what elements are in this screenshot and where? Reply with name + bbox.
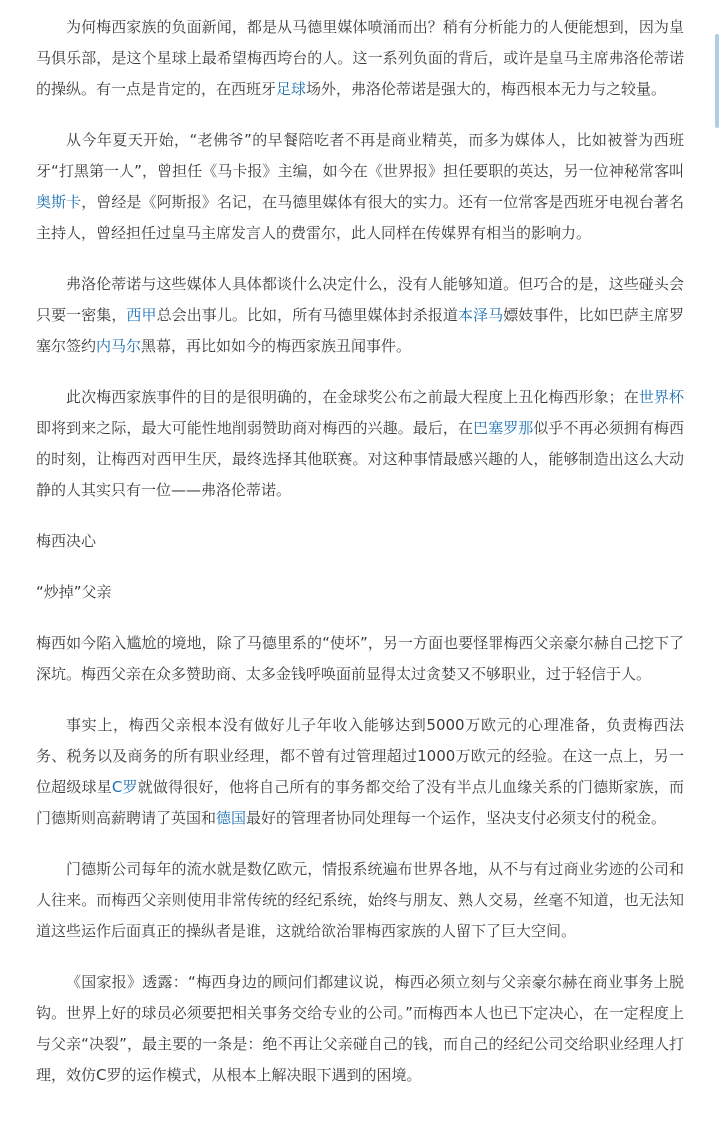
- inline-link[interactable]: 巴塞罗那: [473, 419, 534, 437]
- article-paragraph: [36, 854, 684, 947]
- inline-link[interactable]: 内马尔: [96, 337, 142, 355]
- paragraph-text: ，曾经是《阿斯报》名记，在马德里媒体有很大的实力。还有一位常客是西班牙电视台著名主持人，曾经担任过皇马主席发言人的费雷尔，此人同样在传媒界有相当的影响力。: [36, 193, 684, 242]
- section-subheading: [36, 577, 684, 608]
- paragraph-text: 为何梅西家族的负面新闻，都是从马德里媒体喷涌而出？稍有分析能力的人便能想到，因为皇马俱乐部，是这个星球上最希望梅西垮台的人。这一系列负面的背后，或许是皇马主席弗洛伦蒂诺的操纵。有一点是肯定的，在西班牙: [36, 18, 684, 98]
- paragraph-text: 梅西如今陷入尴尬的境地，除了马德里系的“使坏”，另一方面也要怪罪梅西父亲豪尔赫自己挖下了深坑。梅西父亲在众多赞助商、太多金钱呼唤面前显得太过贪婪又不够职业，过于轻信于人。: [36, 634, 684, 683]
- inline-link[interactable]: 足球: [276, 80, 307, 98]
- article-body: [36, 12, 684, 1091]
- paragraph-text: 嫖妓事件，比如巴萨主席罗塞尔签约: [36, 306, 684, 355]
- left-edge-margin: [0, 0, 3, 1129]
- inline-link[interactable]: 本泽马: [457, 306, 504, 324]
- paragraph-text: “炒掉”父亲: [36, 583, 112, 601]
- paragraph-text: 《国家报》透露：“梅西身边的顾问们都建议说，梅西必须立刻与父亲豪尔赫在商业事务上脱钩。世界上好的球员必须要把相关事务交给专业的公司。”而梅西本人也已下定决心，在一定程度上与父亲“决裂”，最主要的一条是：绝不再让父亲碰自己的钱，而自己的经纪公司交给职业经理人打理，效仿C罗的运作模式，从根本上解决眼下遇到的困境。: [36, 973, 684, 1084]
- paragraph-text: 事实上，梅西父亲根本没有做好儿子年收入能够达到5000万欧元的心理准备，负责梅西法务、税务以及商务的所有职业经理，都不曾有过管理超过1000万欧元的经验。在这一点上，另一位超级球星: [36, 716, 684, 796]
- paragraph-text: 似乎不再必须拥有梅西的时刻，让梅西对西甲生厌，最终选择其他联赛。对这种事情最感兴趣的人，能够制造出这么大动静的人其实只有一位——弗洛伦蒂诺。: [36, 419, 684, 499]
- inline-link[interactable]: C罗: [111, 778, 138, 796]
- paragraph-text: 总会出事儿。比如，所有马德里媒体封杀报道: [156, 306, 458, 324]
- scrollbar-track[interactable]: [714, 0, 720, 1129]
- paragraph-text: 从今年夏天开始，“老佛爷”的早餐陪吃者不再是商业精英，而多为媒体人，比如被誉为西班牙“打黑第一人”，曾担任《马卡报》主编，如今在《世界报》担任要职的英达，另一位神秘常客叫: [36, 131, 684, 180]
- section-heading: [36, 526, 684, 557]
- paragraph-text: 梅西决心: [36, 532, 97, 550]
- paragraph-text: 弗洛伦蒂诺与这些媒体人具体都谈什么决定什么，没有人能够知道。但巧合的是，这些碰头会只要一密集，: [36, 275, 684, 324]
- article-paragraph: [36, 710, 684, 834]
- article-paragraph: [36, 269, 684, 362]
- paragraph-text: 场外，弗洛伦蒂诺是强大的，梅西根本无力与之较量。: [306, 80, 667, 98]
- scrollbar-thumb[interactable]: [715, 34, 719, 128]
- inline-link[interactable]: 西甲: [126, 306, 157, 324]
- inline-link[interactable]: 德国: [216, 809, 247, 827]
- inline-link[interactable]: 奥斯卡: [36, 193, 82, 211]
- article-paragraph: [36, 382, 684, 506]
- paragraph-text: 此次梅西家族事件的目的是很明确的，在金球奖公布之前最大程度上丑化梅西形象；在: [66, 388, 639, 406]
- article-paragraph: [36, 628, 684, 690]
- article-paragraph: [36, 967, 684, 1091]
- inline-link[interactable]: 世界杯: [638, 388, 684, 406]
- paragraph-text: 黑幕，再比如如今的梅西家族丑闻事件。: [141, 337, 412, 355]
- article-paragraph: [36, 12, 684, 105]
- paragraph-text: 最好的管理者协同处理每一个运作，坚决支付必须支付的税金。: [246, 809, 667, 827]
- paragraph-text: 门德斯公司每年的流水就是数亿欧元，情报系统遍布世界各地，从不与有过商业劣迹的公司和人往来。而梅西父亲则使用非常传统的经纪系统，始终与朋友、熟人交易，丝毫不知道，也无法知道这些运作后面真正的操纵者是谁，这就给欲治罪梅西家族的人留下了巨大空间。: [36, 860, 684, 940]
- article-paragraph: [36, 125, 684, 249]
- paragraph-text: 就做得很好，他将自己所有的事务都交给了没有半点儿血缘关系的门德斯家族，而门德斯则高薪聘请了英国和: [36, 778, 684, 827]
- paragraph-text: 即将到来之际，最大可能性地削弱赞助商对梅西的兴趣。最后，在: [36, 419, 474, 437]
